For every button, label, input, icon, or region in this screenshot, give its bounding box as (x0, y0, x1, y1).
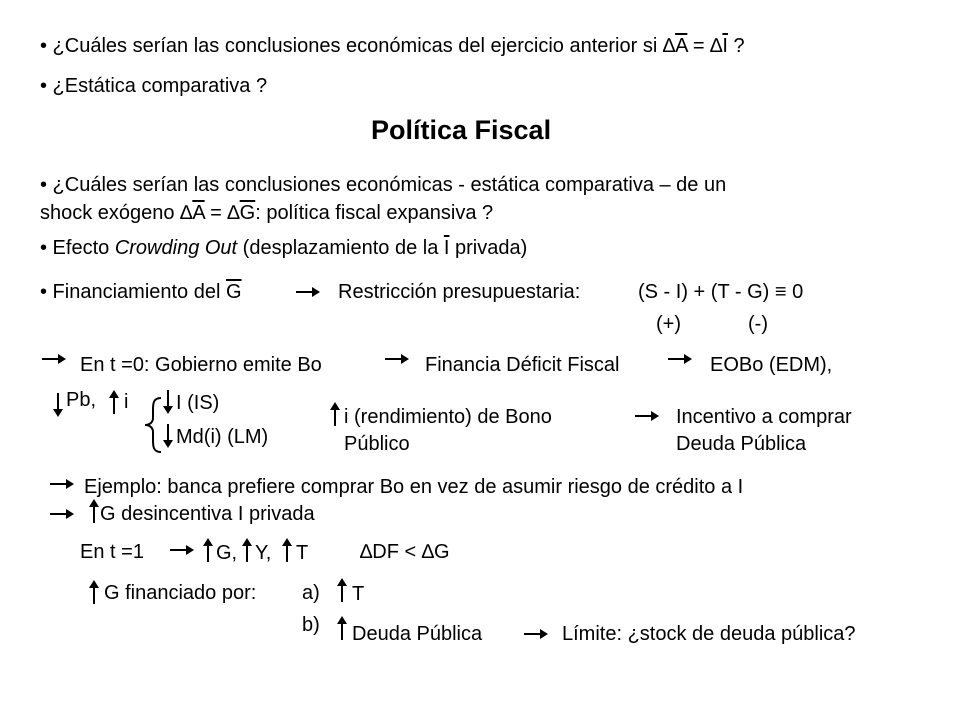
arrow-right-icon (668, 353, 692, 365)
rendimiento-line-1: i (rendimiento) de Bono (344, 406, 552, 428)
arrow-right-icon (635, 410, 659, 422)
option-a-t: T (352, 583, 365, 605)
question-estatica: • ¿Estática comparativa ? (40, 75, 268, 97)
sign-positive: (+) (656, 313, 681, 335)
arrow-up-icon (329, 402, 341, 426)
financia-deficit: Financia Déficit Fiscal (425, 354, 620, 376)
crowding-out-line (40, 236, 527, 260)
lm-label: Md(i) (LM) (176, 426, 269, 448)
arrow-up-icon (336, 578, 348, 602)
incentivo-line-1: Incentivo a comprar (676, 406, 852, 428)
i-label: i (124, 391, 129, 413)
crowding-middle: (desplazamiento de la (237, 237, 444, 259)
arrow-up-icon (241, 538, 253, 562)
y-label: Y, (255, 542, 272, 564)
delta-symbol: ∆ (421, 541, 434, 563)
equals: = (204, 202, 228, 224)
i-bar: $\overline{I}$ (443, 237, 450, 259)
delta-symbol: ∆ (360, 541, 373, 563)
df-comparison (360, 540, 450, 564)
financiamiento-label (40, 280, 242, 304)
g-label: G, (216, 542, 238, 564)
deuda-publica: Deuda Pública (352, 623, 483, 645)
a-bar: $\overline{A}$ (192, 202, 205, 224)
arrow-up-icon (88, 580, 100, 604)
incentivo-line-2: Deuda Pública (676, 433, 807, 455)
restriccion-equation: (S - I) + (T - G) ≡ 0 (638, 281, 804, 303)
sign-negative: (-) (748, 313, 768, 335)
shock-suffix: : política fiscal expansiva ? (255, 202, 494, 224)
ejemplo-line-2: G desincentiva I privada (100, 503, 315, 525)
arrow-right-icon (50, 508, 74, 520)
delta-symbol: ∆ (710, 35, 723, 57)
arrow-right-icon (42, 353, 66, 365)
arrow-right-icon (50, 478, 74, 490)
delta-symbol: ∆ (662, 35, 676, 57)
page-title: Política Fiscal (371, 115, 552, 145)
arrow-up-icon (281, 538, 293, 562)
shock-line-2 (40, 201, 493, 225)
shock-line-1: • ¿Cuáles serían las conclusiones económicas - estática comparativa – de un (40, 174, 727, 196)
less-than: < (398, 541, 422, 563)
g-financiado-label: G financiado por: (104, 582, 257, 604)
equals: = (687, 35, 711, 57)
arrow-right-icon (385, 353, 409, 365)
arrow-up-icon (336, 616, 348, 640)
q1-end: ? (727, 35, 745, 57)
arrow-down-icon (52, 393, 64, 417)
arrow-down-icon (162, 424, 174, 448)
t0-label: En t =0: Gobierno emite Bo (80, 354, 322, 376)
ejemplo-line-1: Ejemplo: banca prefiere comprar Bo en vez de asumir riesgo de crédito a I (84, 476, 744, 498)
pb-label: Pb, (66, 389, 97, 411)
limite-stock: Límite: ¿stock de deuda pública? (562, 623, 856, 645)
q1-prefix: • ¿Cuáles serían las conclusiones económicas del ejercicio anterior si (40, 35, 663, 57)
t1-label: En t =1 (80, 541, 144, 563)
t-label: T (296, 542, 309, 564)
option-b: b) (302, 614, 320, 636)
restriccion-label: Restricción presupuestaria: (338, 281, 581, 303)
shock-prefix: shock exógeno (40, 202, 181, 224)
g-bar: $\overline{G}$ (239, 202, 256, 224)
rendimiento-line-2: Público (344, 433, 410, 455)
a-bar: $\overline{A}$ (675, 35, 688, 57)
arrow-up-icon (108, 390, 120, 414)
g-label: G (433, 541, 450, 563)
g-bar: $\overline{G}$ (226, 281, 242, 303)
question-delta-a-i (40, 34, 745, 58)
is-label: I (IS) (176, 392, 220, 414)
arrow-up-icon (202, 538, 214, 562)
arrow-down-icon (162, 390, 174, 414)
crowding-italic: Crowding Out (114, 237, 238, 259)
delta-symbol: ∆ (227, 202, 240, 224)
eobo-label: EOBo (EDM), (710, 354, 833, 376)
df-label: DF (372, 541, 399, 563)
crowding-suffix: privada) (449, 237, 528, 259)
arrow-right-icon (170, 544, 194, 556)
arrow-right-icon (524, 628, 548, 640)
i-bar: $\overline{I}$ (722, 35, 728, 57)
option-a: a) (302, 582, 320, 604)
delta-symbol: ∆ (180, 202, 193, 224)
arrow-right-icon (296, 286, 320, 298)
financiamiento-prefix: • Financiamiento del (40, 281, 226, 303)
crowding-prefix: • Efecto (40, 237, 115, 259)
arrow-up-icon (88, 499, 100, 523)
